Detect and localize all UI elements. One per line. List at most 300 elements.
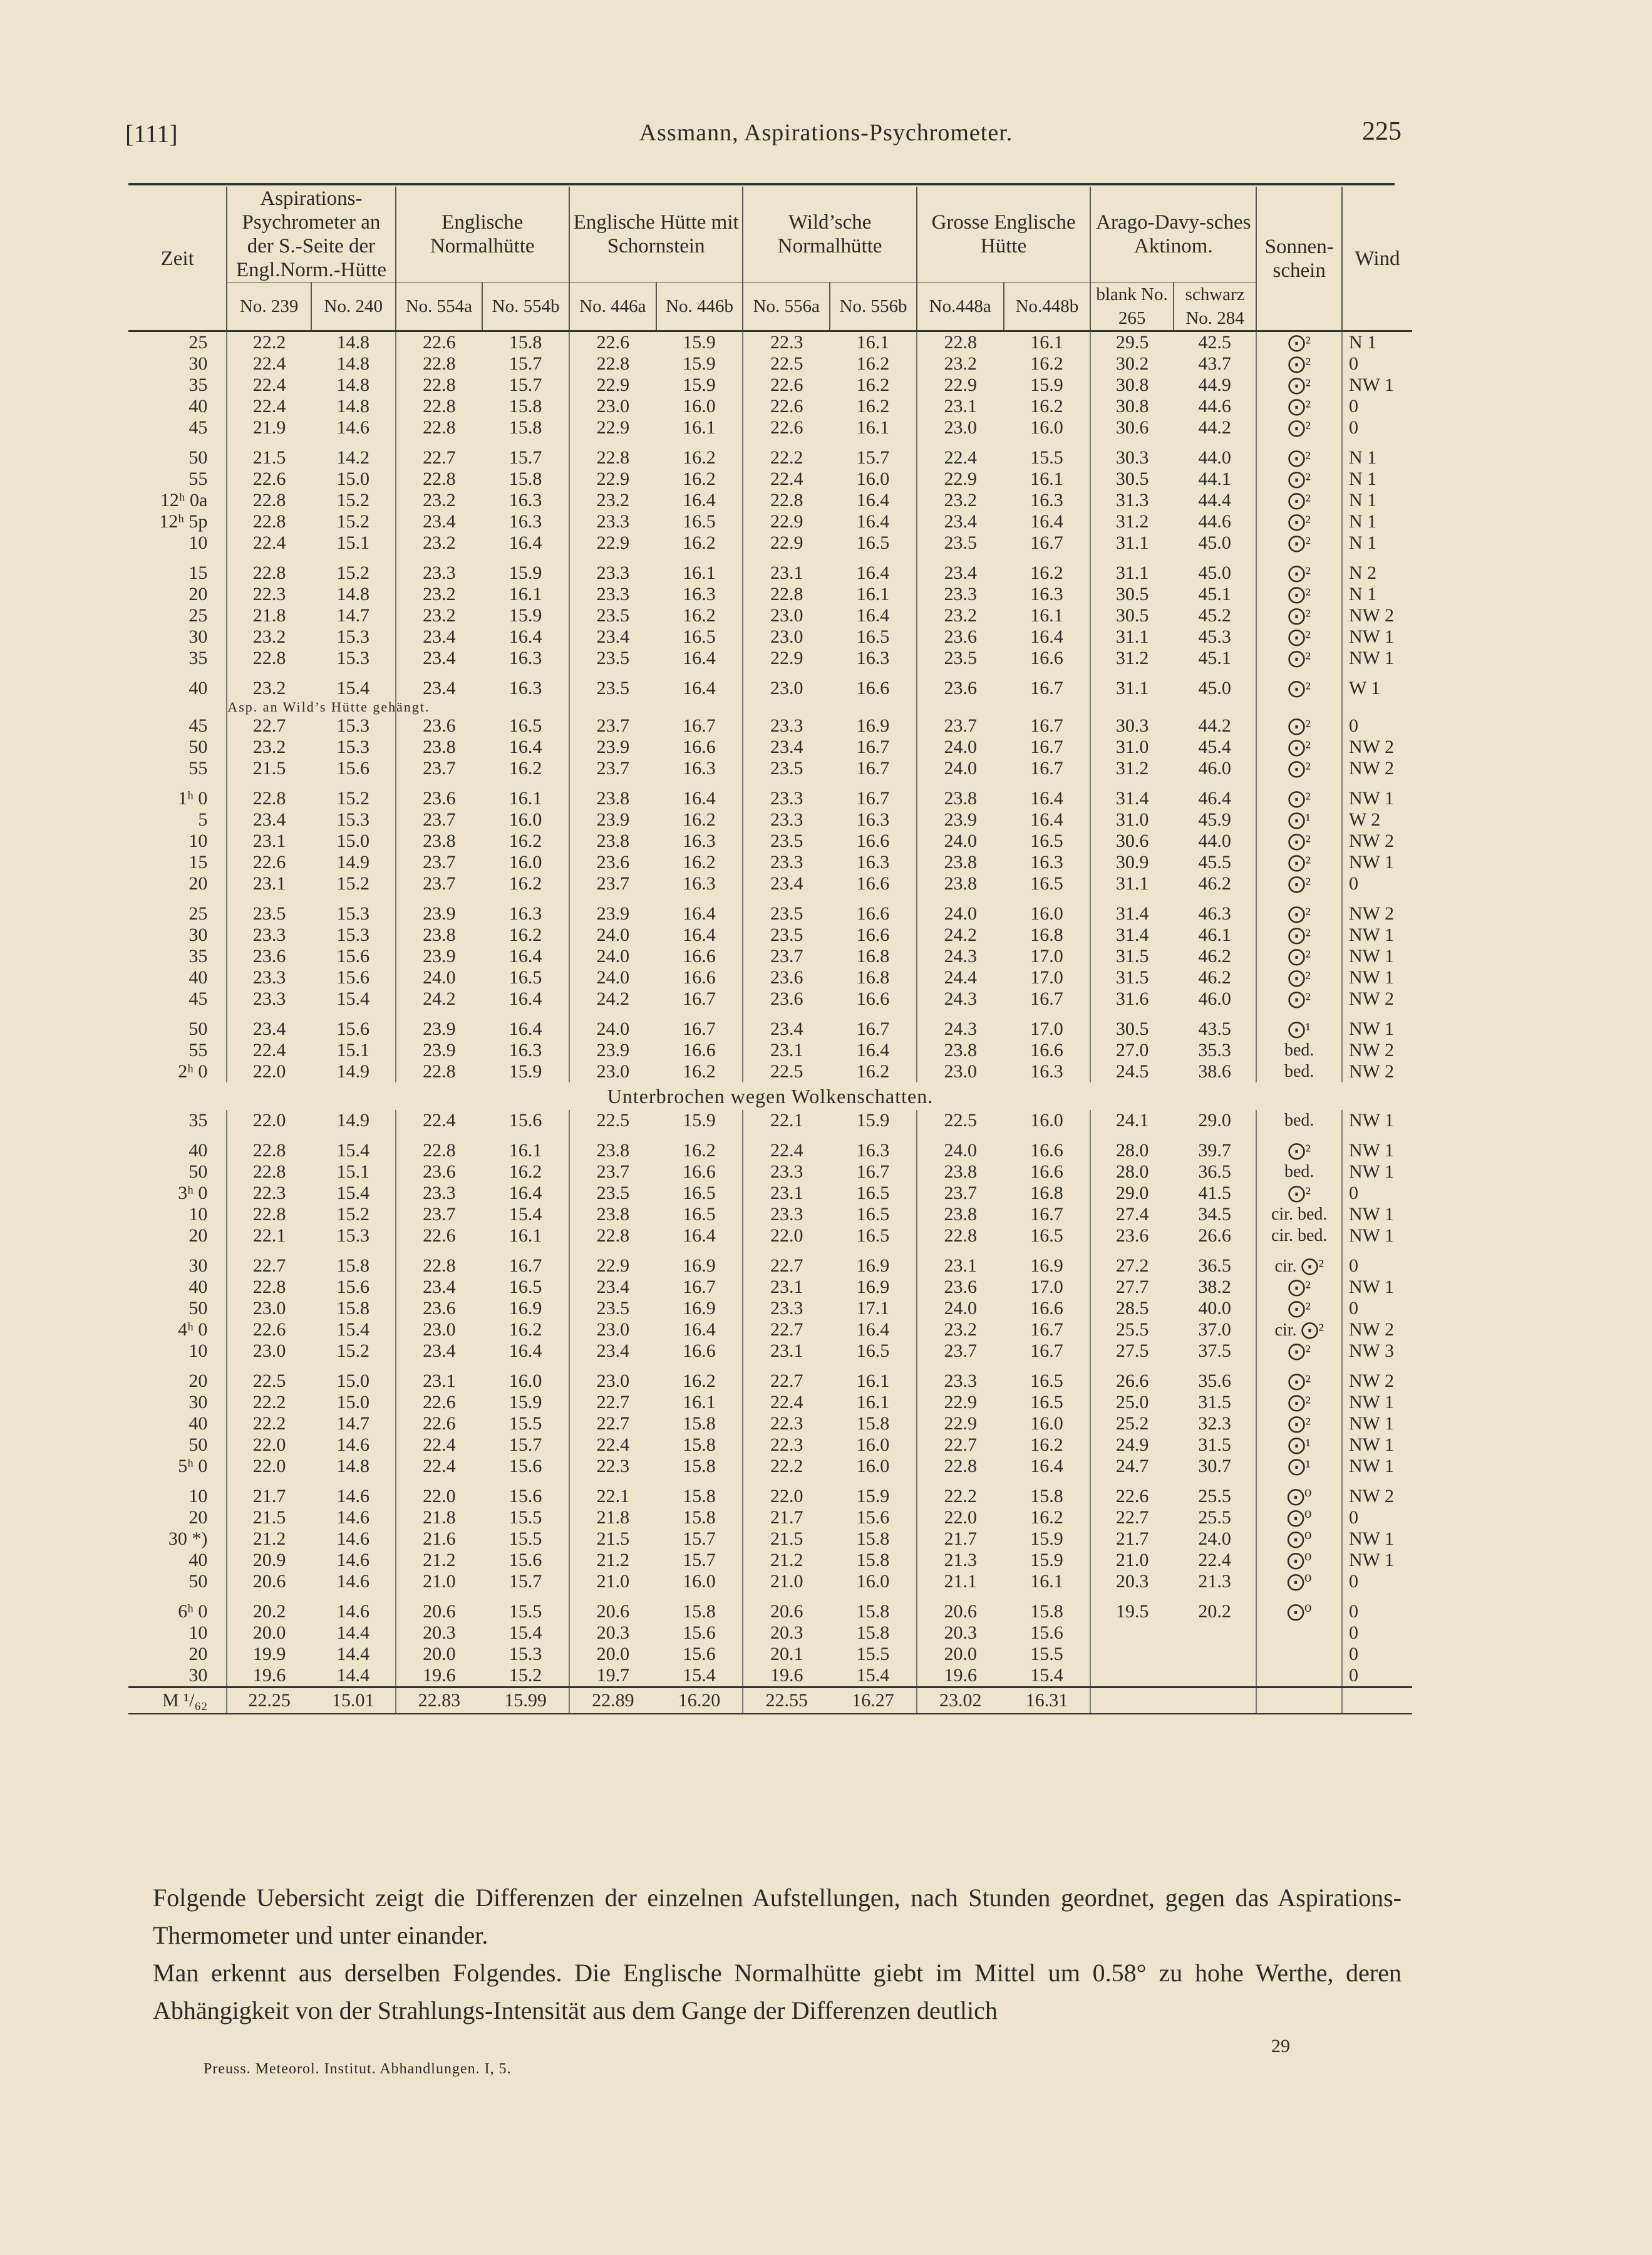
gap-cell <box>1090 1592 1174 1601</box>
note-spacer <box>743 699 830 715</box>
row-interruption <box>128 1082 1412 1110</box>
cell-value: 23.7 <box>569 758 656 779</box>
gap-cell <box>569 1010 656 1019</box>
cell-value: 19.6 <box>917 1665 1004 1687</box>
cell-value: 23.3 <box>227 967 311 988</box>
gap-cell <box>128 1362 227 1371</box>
cell-zeit: 20 <box>188 1507 208 1528</box>
cell-value: 23.2 <box>227 678 311 699</box>
cell-zeit: 50 <box>188 1161 208 1182</box>
gap-cell <box>656 1477 743 1486</box>
cell-value: 16.5 <box>683 511 716 532</box>
cell-value: 23.1 <box>743 1183 830 1204</box>
table-row <box>128 737 1412 758</box>
cell-value: 16.5 <box>683 1204 716 1225</box>
table-row <box>128 1486 1412 1507</box>
cell-zeit: 40 <box>188 1277 208 1297</box>
cell-value: 16.4 <box>1030 626 1063 647</box>
table-row <box>128 1571 1412 1592</box>
cell-value: 15.4 <box>1030 1665 1063 1686</box>
cell-zeit: 10 <box>188 1204 208 1225</box>
gap-cell <box>656 1362 743 1371</box>
cell-value: 23.5 <box>227 903 311 925</box>
cell-zeit: 35 <box>188 648 208 668</box>
cell-sonnenschein: ⨀¹ <box>1256 1456 1342 1477</box>
cell-value: 23.7 <box>396 758 483 779</box>
gap-cell <box>1174 554 1257 562</box>
gap-cell <box>1342 1010 1412 1019</box>
cell-value: 16.4 <box>509 946 542 967</box>
cell-value: 22.9 <box>917 375 1004 396</box>
cell-value: 15.9 <box>509 562 542 583</box>
cell-value: 44.1 <box>1198 469 1231 489</box>
cell-value: 14.4 <box>336 1665 369 1686</box>
cell-value: 24.2 <box>917 925 1004 946</box>
cell-value: 17.1 <box>856 1298 890 1319</box>
table-row <box>128 967 1412 988</box>
cell-value <box>1090 1622 1174 1644</box>
cell-wind: N 1 <box>1342 511 1412 532</box>
cell-value: 16.3 <box>509 903 542 924</box>
gap-cell <box>396 1010 483 1019</box>
cell-value: 16.2 <box>1030 1434 1063 1455</box>
gap-cell <box>656 438 743 447</box>
page-bracket-number: [111] <box>125 120 178 148</box>
cell-wind: 0 <box>1342 1571 1412 1592</box>
cell-value: 27.4 <box>1090 1204 1174 1225</box>
gap-cell <box>227 1010 311 1019</box>
cell-zeit: 10 <box>188 1340 208 1361</box>
cell-sonnenschein: bed. <box>1256 1161 1342 1183</box>
cell-value: 23.6 <box>917 626 1004 648</box>
cell-sonnenschein: cir. ⨀² <box>1256 1319 1342 1340</box>
cell-value: 22.6 <box>396 1392 483 1413</box>
cell-wind: NW 1 <box>1342 788 1412 809</box>
cell-sonnenschein: ⨀² <box>1256 1277 1342 1298</box>
cell-value: 19.5 <box>1090 1601 1174 1622</box>
cell-zeit: 12ʰ 5p <box>159 511 208 532</box>
gap-cell <box>917 894 1004 903</box>
cell-value: 16.4 <box>509 737 542 757</box>
col-sub: No.448a <box>917 283 1004 331</box>
cell-value: 22.9 <box>917 1413 1004 1434</box>
table-row <box>128 873 1412 894</box>
cell-wind: NW 1 <box>1342 1528 1412 1550</box>
cell-value: 15.8 <box>509 396 542 417</box>
cell-value: 21.7 <box>1090 1528 1174 1550</box>
cell-value: 23.0 <box>743 626 830 648</box>
cell-value: 22.8 <box>227 1161 311 1183</box>
cell-zeit: 6ʰ 0 <box>178 1601 208 1622</box>
gap-cell <box>1342 779 1412 788</box>
cell-value: 16.3 <box>856 1140 890 1161</box>
cell-value: 31.5 <box>1198 1392 1231 1413</box>
cell-value: 16.1 <box>856 584 890 604</box>
cell-value: 22.5 <box>743 353 830 375</box>
cell-value: 23.8 <box>569 788 656 809</box>
cell-sonnenschein: ⨀² <box>1256 562 1342 584</box>
cell-wind: NW 3 <box>1342 1340 1412 1362</box>
cell-zeit: 15 <box>188 562 208 583</box>
cell-value: 44.2 <box>1198 417 1231 438</box>
row-gap <box>128 894 1412 903</box>
cell-value: 15.5 <box>509 1413 542 1434</box>
cell-value: 19.6 <box>743 1665 830 1687</box>
cell-value: 22.9 <box>569 375 656 396</box>
cell-value: 15.5 <box>1030 447 1063 468</box>
cell-wind: W 2 <box>1342 809 1412 831</box>
cell-value: 16.4 <box>856 562 890 583</box>
cell-value: 16.4 <box>683 648 716 668</box>
cell-value: 23.7 <box>396 1204 483 1225</box>
cell-value: 29.0 <box>1198 1110 1231 1131</box>
cell-value: 21.1 <box>917 1571 1004 1592</box>
cell-value: 25.2 <box>1090 1413 1174 1434</box>
gap-cell <box>396 1477 483 1486</box>
table-row <box>128 1507 1412 1528</box>
cell-value: 44.2 <box>1198 715 1231 736</box>
cell-value: 23.4 <box>227 809 311 831</box>
cell-sonnenschein: cir. ⨀² <box>1256 1255 1342 1277</box>
cell-value: 16.2 <box>1030 562 1063 583</box>
gap-cell <box>128 1131 227 1140</box>
cell-value: 23.2 <box>569 490 656 511</box>
table-row <box>128 396 1412 417</box>
cell-value: 16.4 <box>1030 809 1063 830</box>
cell-value: 36.5 <box>1198 1161 1231 1182</box>
gap-cell <box>1342 894 1412 903</box>
cell-value: 22.7 <box>1090 1507 1174 1528</box>
cell-value: 16.0 <box>1030 417 1063 438</box>
cell-value: 45.0 <box>1198 678 1231 698</box>
cell-value: 24.9 <box>1090 1434 1174 1456</box>
row-gap <box>128 1010 1412 1019</box>
cell-value: 16.2 <box>856 396 890 417</box>
cell-value: 16.4 <box>509 1019 542 1039</box>
cell-value: 15.8 <box>683 1507 716 1528</box>
gap-cell <box>1342 1592 1412 1601</box>
cell-value: 22.1 <box>569 1486 656 1507</box>
cell-value: 22.6 <box>227 852 311 873</box>
cell-value: 24.0 <box>917 831 1004 852</box>
cell-value: 16.1 <box>683 417 716 438</box>
gap-cell <box>227 1247 311 1255</box>
table-row <box>128 375 1412 396</box>
cell-zeit: 40 <box>188 1550 208 1570</box>
cell-value: 31.1 <box>1090 873 1174 894</box>
cell-value: 14.6 <box>336 417 369 438</box>
gap-cell <box>1256 1010 1342 1019</box>
cell-wind: 0 <box>1342 873 1412 894</box>
gap-cell <box>1090 779 1174 788</box>
cell-sonnenschein: ⨀² <box>1256 353 1342 375</box>
cell-value <box>1174 1665 1257 1687</box>
cell-value: 15.7 <box>509 1571 542 1592</box>
cell-zeit: M ¹/₆₂ <box>128 1687 227 1714</box>
cell-wind: NW 1 <box>1342 1413 1412 1434</box>
cell-value: 22.6 <box>396 1413 483 1434</box>
cell-zeit: 30 <box>188 1665 208 1686</box>
cell-value: 30.2 <box>1090 353 1174 375</box>
cell-value: 14.9 <box>336 1061 369 1082</box>
cell-value: 16.2 <box>1030 1507 1063 1528</box>
gap-cell <box>482 1247 569 1255</box>
cell-value: 23.3 <box>743 788 830 809</box>
cell-value: 15.8 <box>683 1456 716 1476</box>
col-group-engl-schornstein: Englische Hütte mit Schornstein <box>569 187 743 283</box>
gap-cell <box>128 438 227 447</box>
gap-cell <box>482 894 569 903</box>
cell-value: 28.0 <box>1090 1140 1174 1161</box>
cell-value: 14.8 <box>336 353 369 374</box>
cell-value: 15.99 <box>482 1687 569 1714</box>
cell-value: 16.2 <box>509 758 542 779</box>
cell-value: 38.6 <box>1198 1061 1231 1082</box>
cell-value: 16.0 <box>509 1371 542 1391</box>
gap-cell <box>830 438 917 447</box>
cell-value: 23.1 <box>917 396 1004 417</box>
cell-value: 15.6 <box>336 1019 369 1039</box>
cell-value: 15.8 <box>856 1622 890 1643</box>
cell-value: 16.6 <box>856 903 890 924</box>
cell-value: 16.0 <box>856 1434 890 1455</box>
table-row <box>128 903 1412 925</box>
cell-value: 20.2 <box>1198 1601 1231 1622</box>
cell-wind: NW 2 <box>1342 737 1412 758</box>
cell-wind: NW 1 <box>1342 1140 1412 1161</box>
cell-value: 16.1 <box>509 788 542 809</box>
cell-value: 16.5 <box>1030 1225 1063 1246</box>
gap-cell <box>482 1010 569 1019</box>
col-sub: No. 554a <box>396 283 483 331</box>
cell-sonnenschein <box>1256 1622 1342 1644</box>
cell-value: 22.6 <box>569 331 656 354</box>
gap-cell <box>1090 1477 1174 1486</box>
gap-cell <box>569 438 656 447</box>
cell-value: 16.4 <box>683 903 716 924</box>
cell-sonnenschein: ⨀² <box>1256 988 1342 1010</box>
cell-value: 15.0 <box>336 831 369 851</box>
cell-zeit: 50 <box>188 1019 208 1039</box>
cell-value: 15.9 <box>509 605 542 626</box>
cell-value: 45.0 <box>1198 532 1231 553</box>
table-row <box>128 1255 1412 1277</box>
cell-value: 14.6 <box>336 1601 369 1622</box>
cell-value: 43.7 <box>1198 353 1231 374</box>
cell-value: 23.3 <box>743 809 830 831</box>
cell-sonnenschein <box>1256 1687 1342 1714</box>
cell-value: 21.3 <box>917 1550 1004 1571</box>
gap-cell <box>311 1362 396 1371</box>
cell-value: 21.2 <box>227 1528 311 1550</box>
gap-cell <box>743 1592 830 1601</box>
cell-value: 16.4 <box>509 988 542 1009</box>
gap-cell <box>917 438 1004 447</box>
cell-zeit: 40 <box>188 1140 208 1161</box>
cell-value: 22.0 <box>227 1110 311 1131</box>
gap-cell <box>656 669 743 678</box>
cell-value: 22.0 <box>743 1225 830 1247</box>
cell-value: 23.0 <box>569 396 656 417</box>
cell-value: 14.6 <box>336 1434 369 1455</box>
cell-value: 35.3 <box>1198 1040 1231 1060</box>
cell-sonnenschein: ⨀² <box>1256 375 1342 396</box>
cell-value: 19.9 <box>227 1644 311 1665</box>
gap-cell <box>1004 779 1091 788</box>
cell-value: 16.1 <box>683 1392 716 1413</box>
cell-value: 31.4 <box>1090 903 1174 925</box>
cell-value: 15.3 <box>336 1225 369 1246</box>
cell-value: 22.4 <box>743 1392 830 1413</box>
col-group-engl-normal: Englische Normalhütte <box>396 187 569 283</box>
cell-value: 24.0 <box>569 967 656 988</box>
cell-value: 16.1 <box>1030 469 1063 489</box>
cell-value: 19.7 <box>569 1665 656 1687</box>
cell-zeit: 20 <box>188 1225 208 1246</box>
cell-value: 23.8 <box>396 925 483 946</box>
table-row <box>128 1204 1412 1225</box>
cell-value: 23.2 <box>917 353 1004 375</box>
cell-value: 20.3 <box>1090 1571 1174 1592</box>
cell-value: 45.4 <box>1198 737 1231 757</box>
cell-value: 23.4 <box>396 648 483 669</box>
table-row <box>128 1319 1412 1340</box>
gap-cell <box>396 1362 483 1371</box>
gap-cell <box>569 1247 656 1255</box>
cell-value: 22.5 <box>569 1110 656 1131</box>
cell-value: 15.4 <box>509 1204 542 1225</box>
cell-value: 22.89 <box>569 1687 656 1714</box>
cell-value: 15.2 <box>336 1340 369 1361</box>
cell-value: 23.5 <box>917 532 1004 554</box>
cell-value: 22.6 <box>227 1319 311 1340</box>
cell-value: 24.7 <box>1090 1456 1174 1477</box>
cell-value: 15.6 <box>683 1622 716 1643</box>
gap-cell <box>917 1247 1004 1255</box>
cell-value: 15.6 <box>509 1486 542 1506</box>
cell-value: 15.7 <box>509 447 542 468</box>
cell-value: 31.2 <box>1090 648 1174 669</box>
cell-value: 22.7 <box>743 1255 830 1277</box>
cell-value: 16.5 <box>1030 873 1063 894</box>
table-row <box>128 1622 1412 1644</box>
gap-cell <box>917 554 1004 562</box>
cell-zeit: 35 <box>188 1110 208 1131</box>
cell-value: 24.0 <box>569 1019 656 1040</box>
footer-imprint: Preuss. Meteorol. Institut. Abhandlungen. I, 5. <box>204 2061 512 2077</box>
cell-value: 15.5 <box>509 1601 542 1622</box>
note-spacer <box>830 699 917 715</box>
cell-value: 16.7 <box>683 715 716 736</box>
cell-value: 16.3 <box>856 852 890 873</box>
gap-cell <box>830 554 917 562</box>
cell-value: 22.9 <box>569 532 656 554</box>
cell-value: 46.2 <box>1198 946 1231 967</box>
gap-cell <box>569 554 656 562</box>
cell-value: 22.7 <box>917 1434 1004 1456</box>
cell-wind: 0 <box>1342 1665 1412 1687</box>
cell-sonnenschein: ⨀² <box>1256 715 1342 737</box>
cell-wind: NW 2 <box>1342 605 1412 626</box>
gap-cell <box>1174 1010 1257 1019</box>
gap-cell <box>1256 554 1342 562</box>
cell-value: 15.2 <box>336 788 369 809</box>
cell-value: 15.3 <box>336 903 369 924</box>
table-row <box>128 1413 1412 1434</box>
gap-cell <box>128 779 227 788</box>
table-row <box>128 511 1412 532</box>
col-group-grosse: Grosse Englische Hütte <box>917 187 1090 283</box>
cell-wind: W 1 <box>1342 678 1412 699</box>
cell-value: 23.4 <box>227 1019 311 1040</box>
cell-value: 16.5 <box>856 1183 890 1203</box>
table-row <box>128 946 1412 967</box>
cell-value: 16.7 <box>1030 1319 1063 1340</box>
gap-cell <box>311 1592 396 1601</box>
cell-value: 15.3 <box>336 626 369 647</box>
cell-zeit: 45 <box>188 715 208 736</box>
table-row <box>128 1601 1412 1622</box>
cell-value: 23.6 <box>396 788 483 809</box>
table-row <box>128 1665 1412 1687</box>
cell-value: 22.4 <box>743 1140 830 1161</box>
cell-wind: NW 1 <box>1342 1277 1412 1298</box>
gap-cell <box>1342 438 1412 447</box>
col-sub: schwarz No. 284 <box>1174 283 1257 331</box>
cell-value: 22.8 <box>396 1255 483 1277</box>
cell-value: 20.3 <box>569 1622 656 1644</box>
cell-value: 16.8 <box>1030 1183 1063 1203</box>
cell-value: 30.5 <box>1090 1019 1174 1040</box>
cell-value: 16.2 <box>683 1140 716 1161</box>
cell-value: 23.8 <box>917 852 1004 873</box>
cell-zeit: 35 <box>188 375 208 395</box>
cell-value: 21.2 <box>569 1550 656 1571</box>
table-row <box>128 852 1412 873</box>
cell-value: 16.3 <box>509 511 542 532</box>
cell-wind: NW 1 <box>1342 1392 1412 1413</box>
cell-value: 21.3 <box>1198 1571 1231 1592</box>
cell-wind: NW 2 <box>1342 1319 1412 1340</box>
table-row <box>128 1528 1412 1550</box>
cell-value: 24.0 <box>396 967 483 988</box>
cell-value: 15.6 <box>336 758 369 779</box>
cell-zeit: 1ʰ 0 <box>178 788 208 809</box>
cell-value: 28.5 <box>1090 1298 1174 1319</box>
cell-value: 39.7 <box>1198 1140 1231 1161</box>
cell-value: 22.2 <box>743 447 830 469</box>
cell-value: 20.6 <box>396 1601 483 1622</box>
gap-cell <box>743 554 830 562</box>
cell-value: 16.3 <box>1030 1061 1063 1082</box>
note-spacer <box>128 699 227 715</box>
interruption-text: Unterbrochen wegen Wolkenschatten. <box>607 1084 934 1107</box>
cell-value: 22.3 <box>743 1413 830 1434</box>
gap-cell <box>1004 1592 1091 1601</box>
table-row <box>128 353 1412 375</box>
cell-value: 14.6 <box>336 1550 369 1570</box>
cell-value: 23.7 <box>396 873 483 894</box>
cell-value: 16.1 <box>509 1140 542 1161</box>
cell-value: 16.3 <box>683 831 716 851</box>
gap-cell <box>482 1131 569 1140</box>
note-spacer <box>1256 699 1342 715</box>
cell-value: 14.6 <box>336 1486 369 1506</box>
cell-zeit: 20 <box>188 1371 208 1391</box>
cell-sonnenschein: cir. bed. <box>1256 1225 1342 1247</box>
cell-value: 21.7 <box>227 1486 311 1507</box>
gap-cell <box>917 669 1004 678</box>
